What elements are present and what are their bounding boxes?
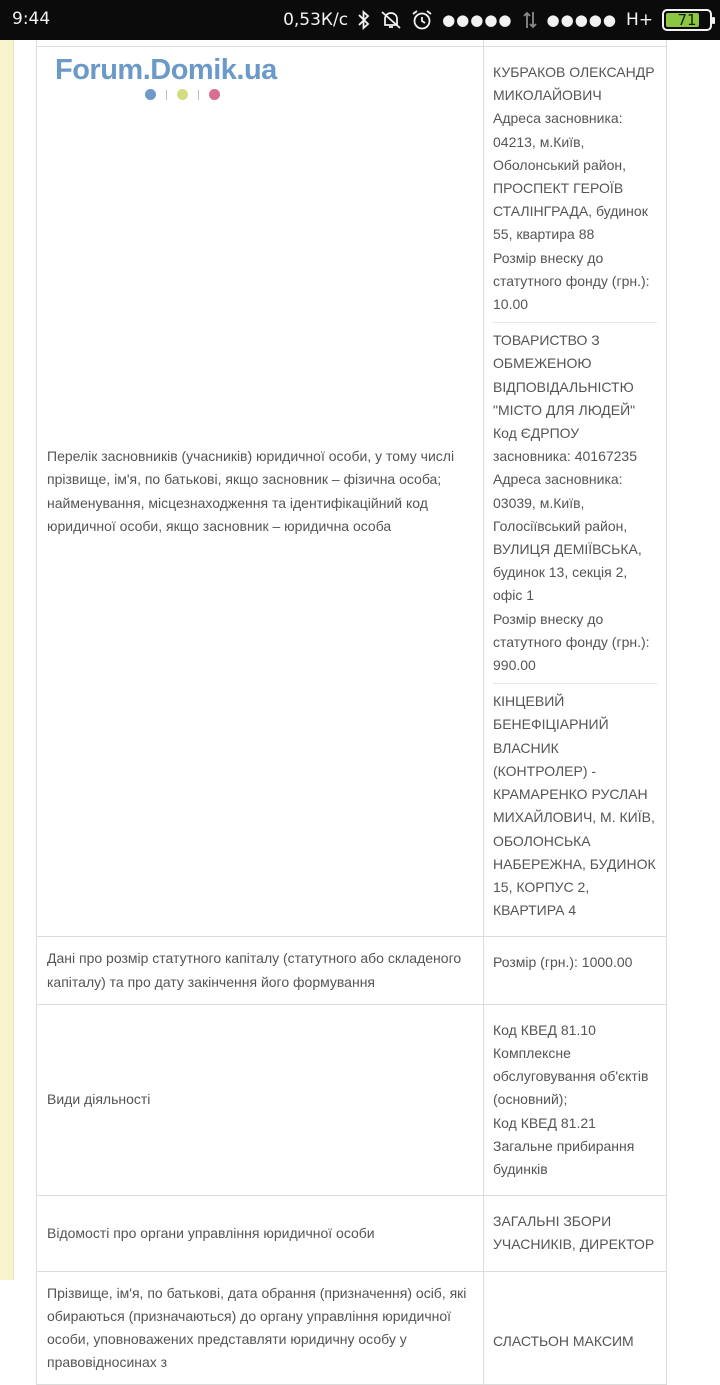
value-line: ЗАГАЛЬНІ ЗБОРИ УЧАСНИКІВ, ДИРЕКТОР — [493, 1213, 655, 1253]
field-label: Прізвище, ім'я, по батькові, дата обрання (призначення) осіб, які обираються (призначаються) до органу управління юридичної особи, уповноважених представляти юридичну особу у правовідносинах з — [47, 1284, 467, 1371]
table-row — [37, 937, 666, 1004]
value-line: Адреса засновника: 03039, м.Київ, Голосіївський район, ВУЛИЦЯ ДЕМІЇВСЬКА, будинок 13, секція 2, офіс 1 — [493, 471, 642, 604]
value-entry — [493, 1204, 657, 1262]
table-body — [37, 47, 666, 1385]
table-row — [37, 47, 666, 937]
forum-logo[interactable] — [55, 54, 335, 108]
registry-table — [36, 40, 667, 1385]
value-line: Код ЄДРПОУ засновника: 40167235 — [493, 425, 637, 465]
bluetooth-icon — [357, 10, 371, 30]
status-bar — [0, 0, 720, 40]
field-value-cell — [484, 1196, 666, 1270]
field-label-cell — [37, 1005, 484, 1195]
value-line: Розмір (грн.): 1000.00 — [493, 954, 633, 971]
battery-icon — [662, 9, 712, 31]
field-value-cell — [484, 937, 666, 1003]
battery-level: 71 — [677, 11, 697, 29]
field-label-cell — [37, 47, 484, 936]
table-row — [37, 1196, 666, 1271]
value-line: Адреса засновника: 04213, м.Київ, Оболонський район, ПРОСПЕКТ ГЕРОЇВ СТАЛІНГРАДА, будинок 55, квартира 88 — [493, 110, 648, 243]
logo-dot-pink — [209, 89, 220, 100]
value-entry — [493, 55, 657, 323]
logo-separator — [198, 90, 199, 100]
mute-icon — [380, 10, 402, 30]
value-line: Розмір внеску до статутного фонду (грн.): 990.00 — [493, 610, 650, 674]
alarm-icon — [411, 9, 433, 31]
table-cell-right — [484, 40, 666, 46]
value-entry — [493, 1013, 657, 1187]
field-value-cell — [484, 1005, 666, 1195]
logo-separator — [166, 90, 167, 100]
table-row — [37, 1005, 666, 1196]
field-label-cell — [37, 937, 484, 1003]
value-line: КУБРАКОВ ОЛЕКСАНДР МИКОЛАЙОВИЧ — [493, 64, 655, 104]
logo-dot-blue — [145, 89, 156, 100]
value-entry — [493, 1324, 657, 1359]
value-line: СЛАСТЬОН МАКСИМ — [493, 1332, 634, 1349]
network-speed: 0,53К/с — [283, 10, 349, 30]
field-label-cell — [37, 1272, 484, 1385]
value-line: ТОВАРИСТВО З ОБМЕЖЕНОЮ ВІДПОВІДАЛЬНІСТЮ "МІСТО ДЛЯ ЛЮДЕЙ" — [493, 332, 636, 418]
table-row-top-stub — [37, 40, 666, 47]
logo-dots — [145, 89, 220, 100]
value-entry — [493, 684, 657, 928]
status-time: 9:44 — [12, 9, 51, 29]
logo-wordmark: Forum.Domik.ua — [55, 54, 277, 86]
signal-strength-sim1: ●●●●● — [442, 11, 513, 29]
page-margin-strip — [0, 40, 14, 1280]
field-label-cell — [37, 1196, 484, 1270]
field-value-cell — [484, 1272, 666, 1385]
table-cell-left — [37, 40, 484, 46]
field-label: Види діяльності — [47, 1091, 151, 1108]
data-transfer-icon — [522, 10, 538, 30]
field-label: Дані про розмір статутного капіталу (статутного або складеного капіталу) та про дату закінчення його формування — [47, 950, 462, 990]
signal-strength-sim2: ●●●●● — [546, 11, 617, 29]
table-row — [37, 1272, 666, 1385]
network-type: H+ — [625, 10, 653, 30]
value-line: Код КВЕД 81.10 Комплексне обслуговування об'єктів (основний); — [493, 1021, 649, 1108]
value-entry — [493, 945, 657, 980]
value-line: Код КВЕД 81.21 Загальне прибирання будинків — [493, 1114, 635, 1177]
value-entry — [493, 323, 657, 684]
field-label: Перелік засновників (учасників) юридичної особи, у тому числі прізвище, ім'я, по батькові, якщо засновник – фізична особа; найменування, місцезнаходження та ідентифікаційний код юридичної особи, якщо засновник – юридична особа — [47, 448, 455, 534]
field-value-cell — [484, 47, 666, 936]
status-icons — [283, 0, 712, 40]
value-line: Розмір внеску до статутного фонду (грн.): 10.00 — [493, 249, 650, 313]
field-label: Відомості про органи управління юридичної особи — [47, 1224, 375, 1241]
logo-dot-green — [177, 89, 188, 100]
value-line: КІНЦЕВИЙ БЕНЕФІЦІАРНИЙ ВЛАСНИК (КОНТРОЛЕР) - КРАМАРЕНКО РУСЛАН МИХАЙЛОВИЧ, М. КИЇВ, ОБОЛОНСЬКА НАБЕРЕЖНА, БУДИНОК 15, КОРПУС 2, КВАРТИРА 4 — [493, 693, 656, 919]
